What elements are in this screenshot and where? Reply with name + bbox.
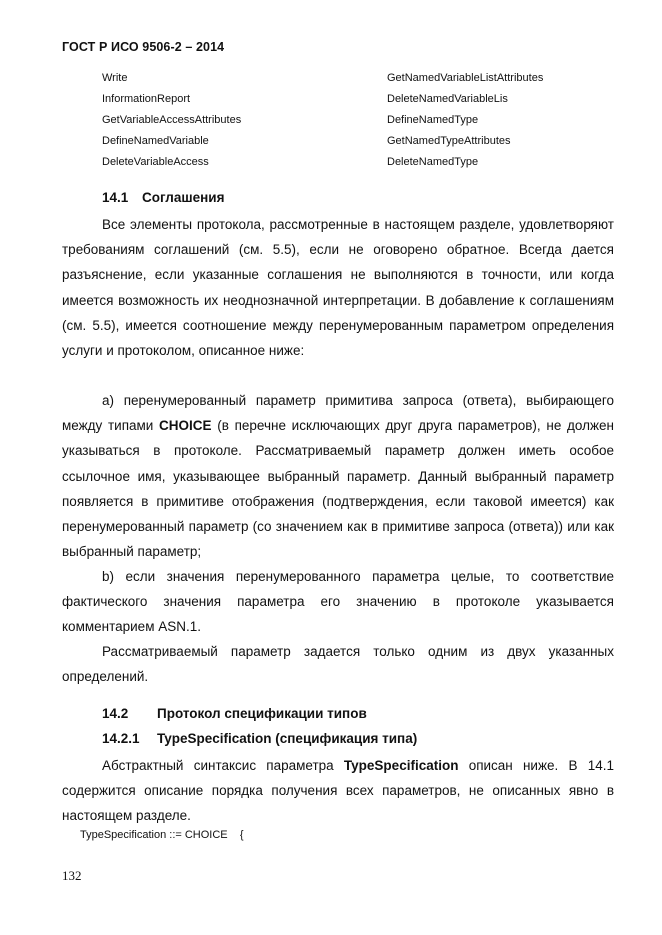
service-name: InformationReport <box>102 93 191 105</box>
service-row <box>102 134 622 155</box>
list-item-text: (в перечне исключающих друг друга параметров), не должен указываться в протоколе. Рассматриваемый параметр должен иметь особое ссылочное имя, указывающее выбранный параметр. Данный выбранный параметр появляется в примитиве отображения (подтверждения, если таковой имеется) как перенумерованный параметр (со значением как в примитиве запроса (ответа)) или как выбранный параметр; <box>62 418 614 560</box>
paragraph-conventions <box>62 212 614 363</box>
list-item-text: b) если значения перенумерованного параметра целые, то соответствие фактического значения параметра его значению в протоколе указывается комментарием ASN.1. <box>62 569 614 635</box>
service-list <box>102 71 622 176</box>
service-name: DeleteNamedVariableLis <box>387 93 508 105</box>
paragraph-text: Абстрактный синтаксис параметра <box>102 758 334 773</box>
list-item-a <box>62 388 614 564</box>
section-heading-14-1 <box>102 190 224 205</box>
service-row <box>102 155 622 176</box>
service-name: DeleteNamedType <box>387 156 479 168</box>
service-name: Write <box>102 72 128 84</box>
document-header: ГОСТ Р ИСО 9506-2 – 2014 <box>62 40 225 54</box>
paragraph-closing <box>62 639 614 689</box>
paragraph-text: описан ниже. В 14.1 содержится описание порядка получения всех параметров, не описанных явно в настоящем разделе. <box>62 758 614 824</box>
service-name: GetNamedTypeAttributes <box>387 135 511 147</box>
service-name: DeleteVariableAccess <box>102 156 209 168</box>
section-title: TypeSpecification (спецификация типа) <box>157 731 418 746</box>
list-item-text: a) перенумерованный параметр примитива запроса (ответа), выбирающего между типами <box>62 393 614 434</box>
page-number: 132 <box>62 868 82 883</box>
section-title: Соглашения <box>142 190 225 205</box>
service-name: GetNamedVariableListAttributes <box>387 72 544 84</box>
service-row <box>102 113 622 134</box>
service-name: DefineNamedType <box>387 114 479 126</box>
paragraph-type-specification <box>62 753 614 829</box>
service-name: DefineNamedVariable <box>102 135 209 147</box>
paragraph-text: Рассматриваемый параметр задается только одним из двух указанных определений. <box>62 644 614 685</box>
list-item-b <box>62 564 614 640</box>
service-row <box>102 71 622 92</box>
section-heading-14-2-1 <box>102 731 417 746</box>
section-number: 14.2 <box>102 706 129 721</box>
section-number: 14.1 <box>102 190 129 205</box>
keyword: TypeSpecification <box>343 758 459 773</box>
keyword: CHOICE <box>159 418 212 434</box>
service-row <box>102 92 622 113</box>
service-name: GetVariableAccessAttributes <box>102 114 242 126</box>
asn1-code-line: TypeSpecification ::= CHOICE { <box>80 829 244 841</box>
section-heading-14-2 <box>102 706 367 721</box>
section-title: Протокол спецификации типов <box>157 706 367 721</box>
paragraph-text: Все элементы протокола, рассмотренные в настоящем разделе, удовлетворяют требованиям соглашений (см. 5.5), если не оговорено обратное. Всегда дается разъяснение, если указанные соглашения не выполняются в точности, или когда имеется возможность их неоднозначной интерпретации. В добавление к соглашениям (см. 5.5), имеется соотношение между перенумерованным параметром определения услуги и протоколом, описанное ниже: <box>62 217 614 359</box>
section-number: 14.2.1 <box>102 731 140 746</box>
